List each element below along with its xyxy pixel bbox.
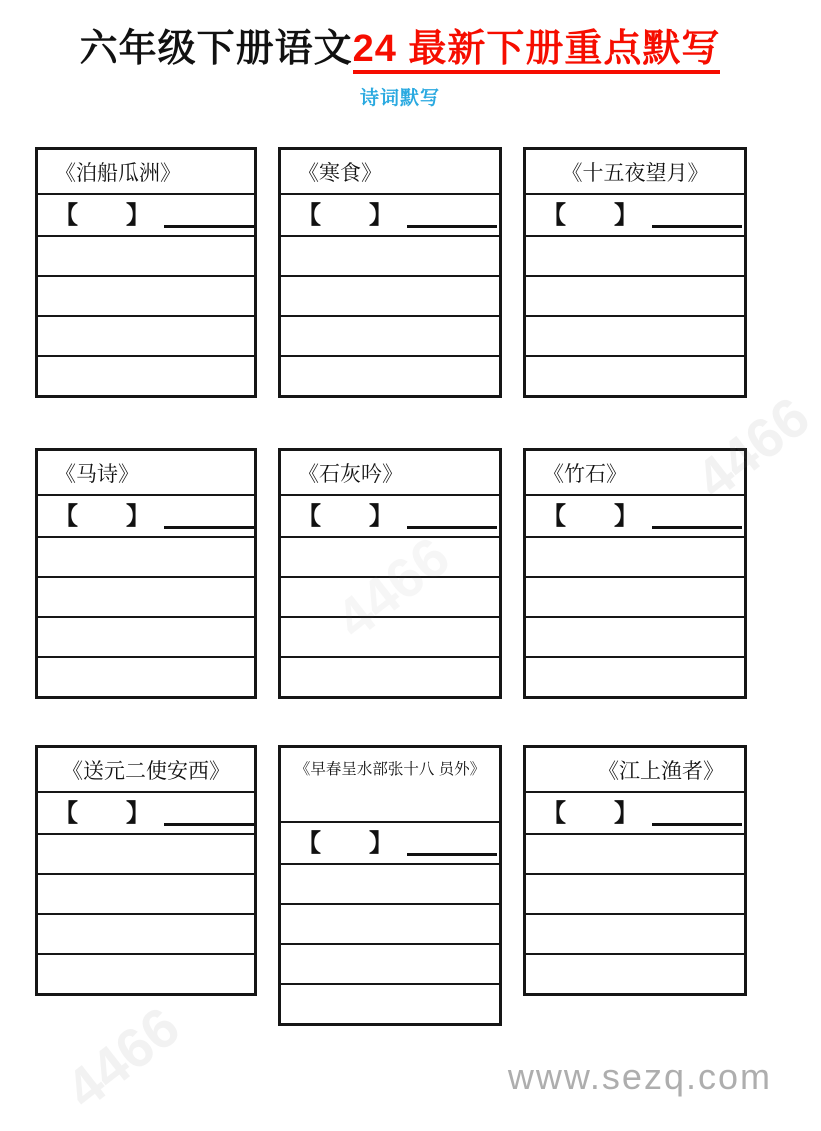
site-watermark: www.sezq.com [507, 1056, 772, 1097]
author-row [281, 821, 499, 863]
writing-line [281, 275, 499, 315]
poem-title: 《早春呈水部张十八 员外》 [294, 761, 486, 778]
author-blank-line [407, 209, 497, 228]
writing-line [526, 536, 744, 576]
page-title [0, 26, 800, 74]
author-row [526, 791, 744, 833]
writing-line [38, 355, 254, 395]
writing-line [526, 873, 744, 913]
writing-line [281, 656, 499, 696]
poem-card-jiangshangyuzhe [523, 745, 747, 996]
poem-card-songyuaner [35, 745, 257, 996]
writing-line [38, 235, 254, 275]
poem-title: 《江上渔者》 [598, 759, 724, 783]
writing-line [38, 833, 254, 873]
author-row [281, 193, 499, 235]
writing-line [38, 536, 254, 576]
author-blank-line [652, 510, 742, 529]
poem-card-midautumn-moon [523, 147, 747, 398]
author-row [38, 791, 254, 833]
author-blank-line [652, 807, 742, 826]
writing-line [526, 656, 744, 696]
author-row [281, 494, 499, 536]
writing-line [38, 913, 254, 953]
writing-line [526, 953, 744, 993]
author-brackets: 【 】 [54, 202, 150, 229]
writing-line [526, 913, 744, 953]
writing-line [281, 903, 499, 943]
writing-line [526, 833, 744, 873]
writing-line [526, 235, 744, 275]
writing-line [526, 616, 744, 656]
poem-title: 《寒食》 [298, 161, 382, 185]
poem-card-zhushi [523, 448, 747, 699]
writing-line [526, 315, 744, 355]
author-brackets: 【 】 [542, 800, 638, 827]
writing-line [526, 355, 744, 395]
writing-line [281, 536, 499, 576]
page-header [0, 26, 800, 110]
poem-card-mashi [35, 448, 257, 699]
author-brackets: 【 】 [542, 202, 638, 229]
writing-line [38, 275, 254, 315]
author-blank-line [164, 510, 254, 529]
page-title-red-part: 24 最新下册重点默写 [353, 28, 721, 74]
author-blank-line [164, 807, 254, 826]
author-brackets: 【 】 [297, 503, 393, 530]
writing-line [38, 616, 254, 656]
poem-title: 《石灰吟》 [298, 462, 403, 486]
writing-line [526, 576, 744, 616]
page-subtitle: 诗词默写 [359, 87, 440, 109]
author-blank-line [407, 510, 497, 529]
writing-line [281, 355, 499, 395]
poem-card-hanshi [278, 147, 502, 398]
writing-line [281, 863, 499, 903]
author-row [526, 193, 744, 235]
writing-line [38, 576, 254, 616]
author-blank-line [407, 837, 497, 856]
writing-line [281, 576, 499, 616]
faint-diagonal-watermark: 4466 [683, 384, 821, 511]
poem-card-shihuiyin [278, 448, 502, 699]
author-blank-line [164, 209, 254, 228]
faint-diagonal-watermark: 4466 [53, 994, 191, 1121]
poem-title: 《十五夜望月》 [561, 161, 709, 185]
author-brackets: 【 】 [297, 830, 393, 857]
author-row [526, 494, 744, 536]
writing-line [38, 953, 254, 993]
writing-line [38, 873, 254, 913]
writing-line [281, 315, 499, 355]
writing-line [281, 235, 499, 275]
writing-line [526, 275, 744, 315]
author-blank-line [652, 209, 742, 228]
page-title-black-part: 六年级下册语文 [79, 28, 353, 70]
writing-line [38, 315, 254, 355]
poem-title: 《马诗》 [55, 462, 139, 486]
writing-line [281, 616, 499, 656]
poem-card-zaochun [278, 745, 502, 1026]
author-brackets: 【 】 [54, 800, 150, 827]
writing-line [38, 656, 254, 696]
poem-title: 《竹石》 [543, 462, 627, 486]
poem-card-boatingguazhou [35, 147, 257, 398]
author-brackets: 【 】 [297, 202, 393, 229]
author-brackets: 【 】 [542, 503, 638, 530]
author-row [38, 494, 254, 536]
writing-line [281, 983, 499, 1023]
poem-title: 《泊船瓜洲》 [55, 161, 181, 185]
author-row [38, 193, 254, 235]
author-brackets: 【 】 [54, 503, 150, 530]
writing-line [281, 943, 499, 983]
poem-title: 《送元二使安西》 [62, 759, 230, 783]
